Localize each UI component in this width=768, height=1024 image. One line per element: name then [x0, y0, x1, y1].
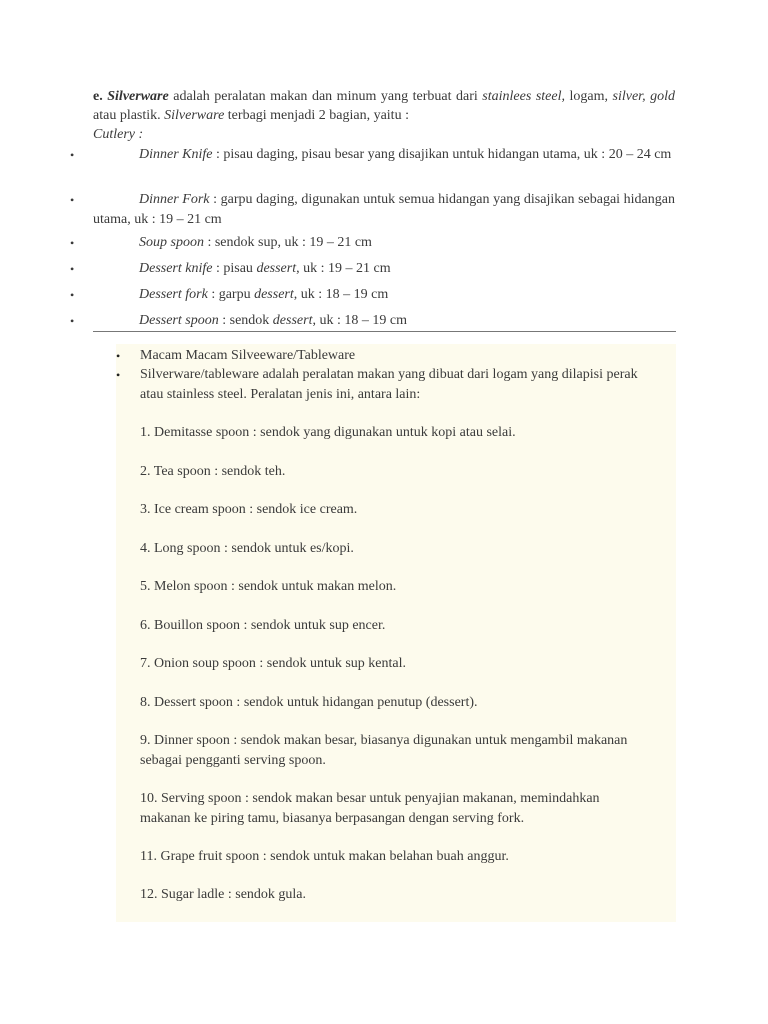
cutlery-name: Soup spoon: [139, 235, 204, 250]
numbered-item: 7. Onion soup spoon : sendok untuk sup kental.: [140, 656, 406, 671]
numbered-item: 9. Dinner spoon : sendok makan besar, biasanya digunakan untuk mengambil makanan sebagai pengganti serving spoon.: [140, 733, 628, 768]
note-description: Silverware/tableware adalah peralatan makan yang dibuat dari logam yang dilapisi perak atau stainless steel. Peralatan jenis ini, antara lain:: [140, 367, 638, 402]
numbered-item: 4. Long spoon : sendok untuk es/kopi.: [140, 541, 354, 556]
numbered-item: 1. Demitasse spoon : sendok yang digunakan untuk kopi atau selai.: [140, 425, 516, 440]
cutlery-name: Dessert knife: [139, 261, 213, 276]
bullet-icon: •: [116, 368, 121, 382]
intro-prefix: e. Silverware: [93, 89, 169, 104]
silverware-term: Silverware: [107, 89, 169, 104]
numbered-item: 12. Sugar ladle : sendok gula.: [140, 887, 307, 902]
cutlery-name: Dessert spoon: [139, 313, 219, 328]
numbered-item: 2. Tea spoon : sendok teh.: [140, 464, 286, 479]
numbered-item: 11. Grape fruit spoon : sendok untuk makan belahan buah anggur.: [140, 849, 509, 864]
bullet-icon: •: [70, 314, 75, 328]
intro-text-4: terbagi menjadi 2 bagian, yaitu :: [224, 108, 409, 123]
cutlery-desc: : garpu daging, digunakan untuk semua hidangan yang disajikan sebagai hidangan utama, uk : 19 – 21 cm: [93, 192, 675, 227]
cutlery-name: Dinner Fork: [139, 192, 210, 207]
numbered-item: 5. Melon spoon : sendok untuk makan melon.: [140, 579, 397, 594]
cutlery-name: Dessert fork: [139, 287, 208, 302]
intro-text-3: atau plastik.: [93, 108, 165, 123]
numbered-item: 6. Bouillon spoon : sendok untuk sup encer.: [140, 618, 386, 633]
cutlery-name: Dinner Knife: [139, 147, 213, 162]
bullet-icon: •: [70, 262, 75, 276]
silver-gold-term: silver, gold: [612, 89, 675, 104]
bullet-icon: •: [70, 148, 75, 162]
bullet-icon: •: [116, 349, 121, 363]
numbered-item: 10. Serving spoon : sendok makan besar untuk penyajian makanan, memindahkan makanan ke piring tamu, biasanya berpasangan dengan serving fork.: [140, 791, 600, 826]
numbered-item: 3. Ice cream spoon : sendok ice cream.: [140, 502, 358, 517]
horizontal-divider: [93, 331, 676, 332]
silverware-term-2: Silverware: [164, 108, 225, 123]
bullet-icon: •: [70, 288, 75, 302]
document-page: e. Silverware adalah peralatan makan dan minum yang terbuat dari stainlees steel, logam, silver, gold atau plastik. Silverware terbagi menjadi 2 bagian, yaitu : Cutlery : • Dinner Knife : pisau daging, pisau besar yang disajikan untuk hidangan utama, uk : 20 – 24 cm • Dinner Fork : garpu daging, digunakan untuk semua hidangan yang disajikan sebagai hidangan utama, uk : 19 – 21 cm • Soup spoon : sendok sup, uk : 19 – 21 cm • Dessert knife : pisau dessert, uk : 19 – 21 cm • Dessert fork : garpu dessert, uk : 18 – 19 cm • Dessert spoon : sendok dessert, uk : 18 – 19 cm • Macam Macam Silveeware/Tableware • Silverware/tableware adalah peralatan makan yang dibuat dari logam yang dilapisi perak atau stainless steel. Peralatan jenis ini, antara lain: 1. Demitasse spoon : sendok yang digunakan untuk kopi atau selai. 2. Tea spoon : sendok teh. 3. Ice cream spoon : sendok ice cream. 4. Long spoon : sendok untuk es/kopi. 5. Melon spoon : sendok untuk makan melon. 6. Bouillon spoon : sendok untuk sup encer. 7. Onion soup spoon : sendok untuk sup kental. 8. Dessert spoon : sendok untuk hidangan penutup (dessert). 9. Dinner spoon : sendok makan besar, biasanya digunakan untuk mengambil makanan sebagai pengganti serving spoon. 10. Serving spoon : sendok makan besar untuk penyajian makanan, memindahkan makanan ke piring tamu, biasanya berpasangan dengan serving fork. 11. Grape fruit spoon : sendok untuk makan belahan buah anggur. 12. Sugar ladle : sendok gula.: [0, 0, 768, 1024]
cutlery-label: Cutlery :: [93, 127, 144, 142]
intro-text-2: logam,: [564, 89, 613, 104]
bullet-icon: •: [70, 236, 75, 250]
intro-paragraph: [93, 87, 675, 125]
note-heading: Macam Macam Silveeware/Tableware: [140, 348, 356, 363]
silverware-note-box: [116, 344, 676, 922]
cutlery-desc: : pisau daging, pisau besar yang disajikan untuk hidangan utama, uk : 20 – 24 cm: [212, 147, 672, 162]
bullet-icon: •: [70, 193, 75, 207]
intro-text-1: adalah peralatan makan dan minum yang terbuat dari: [168, 89, 483, 104]
cutlery-desc: : sendok sup, uk : 19 – 21 cm: [203, 235, 372, 250]
stainless-term: stainlees steel,: [482, 89, 565, 104]
numbered-item: 8. Dessert spoon : sendok untuk hidangan penutup (dessert).: [140, 695, 478, 710]
